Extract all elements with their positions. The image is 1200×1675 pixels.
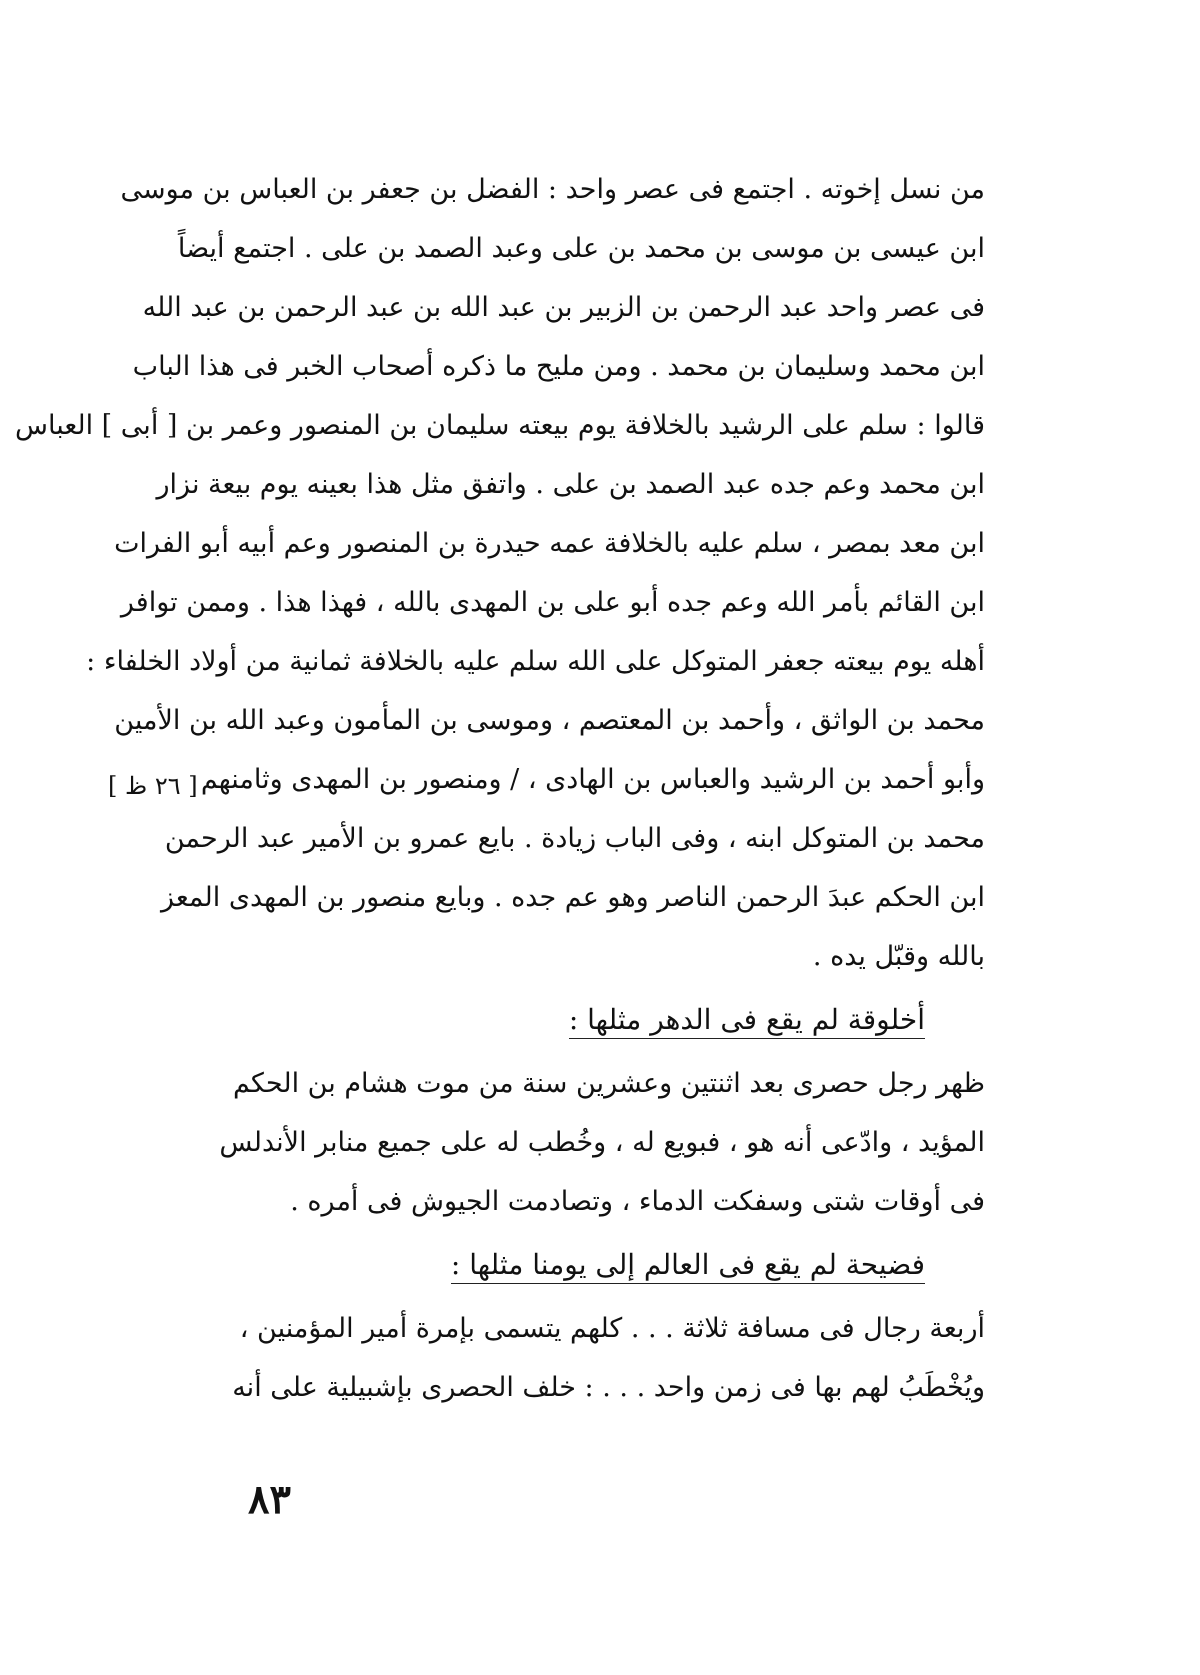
section-heading-text: أخلوقة لم يقع فى الدهر مثلها : [569,1003,925,1039]
text-line: أهله يوم بيعته جعفر المتوكل على الله سلم عليه بالخلافة ثمانية من أولاد الخلفاء : [86,646,985,677]
text-line: أربعة رجال فى مسافة ثلاثة . . . كلهم يتسمى بإمرة أمير المؤمنين ، [239,1313,985,1344]
text-line: محمد بن الواثق ، وأحمد بن المعتصم ، وموسى بن المأمون وعبد الله بن الأمين [114,705,985,736]
section-heading [240,1231,985,1299]
text-line: ابن محمد وسليمان بن محمد . ومن مليح ما ذكره أصحاب الخبر فى هذا الباب [132,351,985,382]
text-line: ابن معد بمصر ، سلم عليه بالخلافة عمه حيدرة بن المنصور وعم أبيه أبو الفرات [114,528,985,559]
text-line: المؤيد ، وادّعى أنه هو ، فبويع له ، وخُطب له على جميع منابر الأندلس [219,1127,985,1158]
page-number: ٨٣ [248,1476,291,1523]
section-heading [240,986,985,1054]
text-line: فى أوقات شتى وسفكت الدماء ، وتصادمت الجيوش فى أمره . [290,1186,985,1217]
text-line: من نسل إخوته . اجتمع فى عصر واحد : الفضل بن جعفر بن العباس بن موسى [120,174,985,205]
text-line: ابن الحكم عبدَ الرحمن الناصر وهو عم جده . وبايع منصور بن المهدى المعز [160,882,985,913]
text-line: ظهر رجل حصرى بعد اثنتين وعشرين سنة من موت هشام بن الحكم [233,1068,985,1099]
margin-folio-reference: [ ٢٦ ظ ] [108,772,198,800]
text-line: بالله وقبّل يده . [812,941,985,972]
text-line: محمد بن المتوكل ابنه ، وفى الباب زيادة . بايع عمرو بن الأمير عبد الرحمن [164,823,985,854]
text-line: ابن محمد وعم جده عبد الصمد بن على . واتفق مثل هذا بعينه يوم بيعة نزار [156,469,985,500]
text-line: فى عصر واحد عبد الرحمن بن الزبير بن عبد الله بن عبد الرحمن بن عبد الله [142,292,985,323]
text-line: قالوا : سلم على الرشيد بالخلافة يوم بيعته سليمان بن المنصور وعمر بن [ أبى ] العباس [15,410,985,441]
text-line: ويُخْطَبُ لهم بها فى زمن واحد . . . : خلف الحصرى بإشبيلية على أنه [232,1372,985,1403]
section-heading-text: فضيحة لم يقع فى العالم إلى يومنا مثلها : [451,1248,925,1284]
text-line: ابن القائم بأمر الله وعم جده أبو على بن المهدى بالله ، فهذا هذا . وممن توافر [120,587,985,618]
text-line: وأبو أحمد بن الرشيد والعباس بن الهادى ، / ومنصور بن المهدى وثامنهم [200,764,985,795]
text-line: ابن عيسى بن موسى بن محمد بن على وعبد الصمد بن على . اجتمع أيضاً [177,233,985,264]
